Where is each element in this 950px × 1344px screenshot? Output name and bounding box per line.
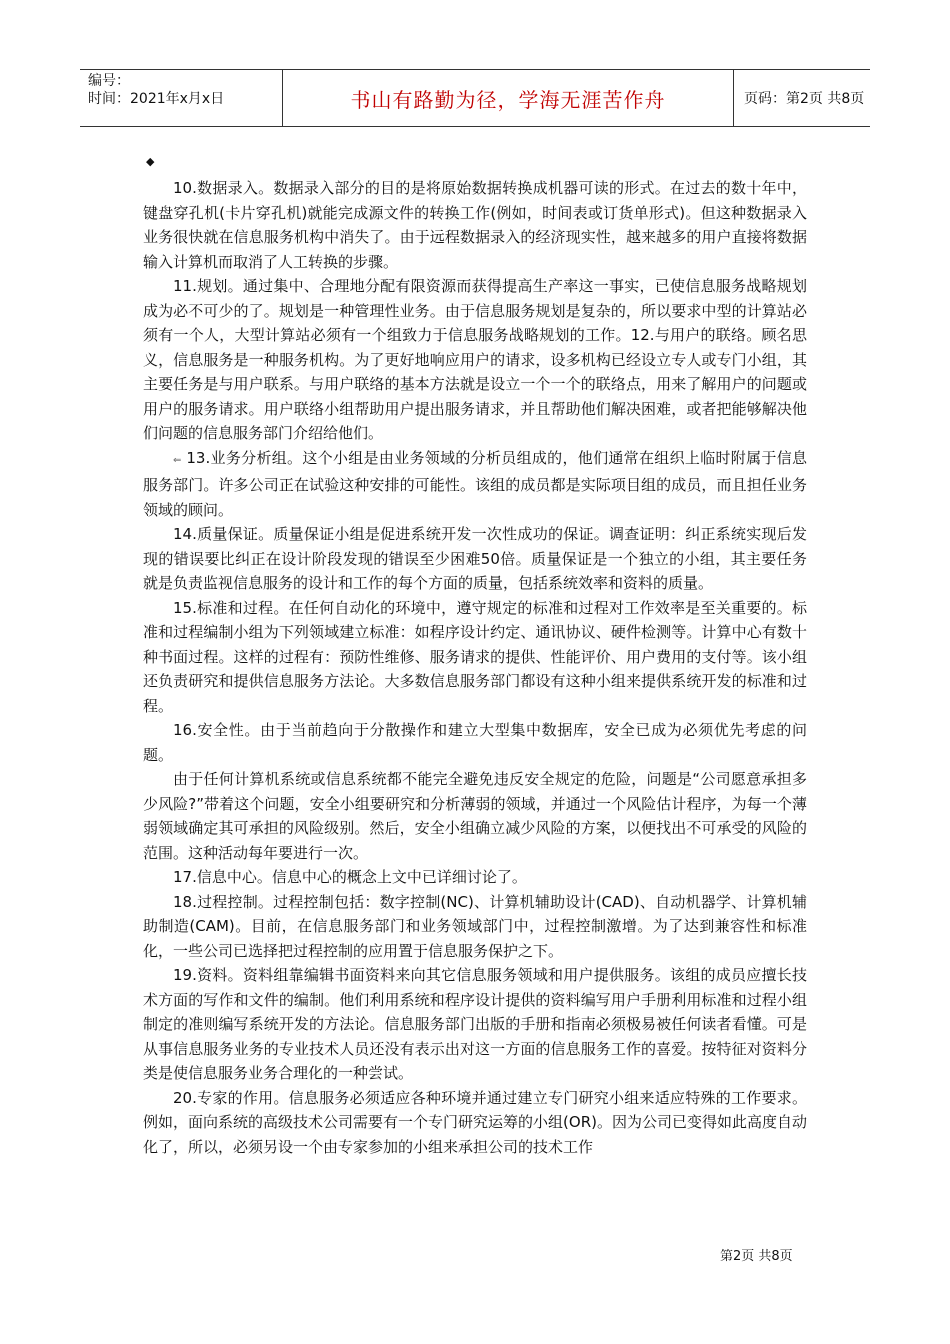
paragraph-text: 15.标准和过程。在任何自动化的环境中，遵守规定的标准和过程对工作效率是至关重要的。标准和过程编制小组为下列领域建立标准：如程序设计约定、通讯协议、硬件检测等。计算中心有数十种书面过程。这样的过程有：预防性维修、服务请求的提供、性能评价、用户费用的支付等。该小组还负责研究和提供信息服务方法论。大多数信息服务部门都设有这种小组来提供系统开发的标准和过程。 (143, 598, 807, 715)
paragraph-16-continued (143, 767, 807, 865)
paragraph-text: 20.专家的作用。信息服务必须适应各种环境并通过建立专门研究小组来适应特殊的工作要求。例如，面向系统的高级技术公司需要有一个专门研究运筹的小组(OR)。因为公司已变得如此高度自动化了，所以，必须另设一个由专家参加的小组来承担公司的技术工作 (143, 1088, 807, 1156)
document-body (143, 176, 807, 1159)
header-meta (80, 70, 283, 126)
paragraph-14 (143, 522, 807, 596)
page-footer: 第2页 共8页 (720, 1249, 793, 1264)
indent-mark-icon: ⇐ (173, 454, 181, 466)
paragraph-text: 14.质量保证。质量保证小组是促进系统开发一次性成功的保证。调查证明：纠正系统实现后发现的错误要比纠正在设计阶段发现的错误至少困难50倍。质量保证是一个独立的小组，其主要任务就是负责监视信息服务的设计和工作的每个方面的质量，包括系统效率和资料的质量。 (143, 525, 807, 592)
paragraph-16 (143, 718, 807, 767)
paragraph-13 (143, 446, 807, 523)
paragraph-19 (143, 963, 807, 1086)
paragraph-11 (143, 274, 807, 446)
paragraph-text: 17.信息中心。信息中心的概念上文中已详细讨论了。 (173, 868, 527, 886)
paragraph-text: 由于任何计算机系统或信息系统都不能完全避免违反安全规定的危险，问题是“公司愿意承担多少风险?”带着这个问题，安全小组要研究和分析薄弱的领域，并通过一个风险估计程序，为每一个薄弱领域确定其可承担的风险级别。然后，安全小组确立减少风险的方案，以便找出不可承受的风险的范围。这种活动每年要进行一次。 (143, 770, 807, 862)
paragraph-17 (143, 865, 807, 890)
paragraph-text: 11.规划。通过集中、合理地分配有限资源而获得提高生产率这一事实，已使信息服务战略规划成为必不可少的了。规划是一种管理性业务。由于信息服务规划是复杂的，所以要求中型的计算站必须有一个人，大型计算站必须有一个组致力于信息服务战略规划的工作。12.与用户的联络。顾名思义，信息服务是一种服务机构。为了更好地响应用户的请求，设多机构已经设立专人或专门小组，其主要任务是与用户联系。与用户联络的基本方法就是设立一个一个的联络点，用来了解用户的问题或用户的服务请求。用户联络小组帮助用户提出服务请求，并且帮助他们解决困难，或者把能够解决他们问题的信息服务部门介绍给他们。 (143, 277, 807, 442)
paragraph-text: 16.安全性。由于当前趋向于分散操作和建立大型集中数据库，安全已成为必须优先考虑的问题。 (143, 721, 807, 764)
document-date-label: 时间：2021年x月x日 (88, 91, 225, 107)
paragraph-text: 10.数据录入。数据录入部分的目的是将原始数据转换成机器可读的形式。在过去的数十年中，键盘穿孔机(卡片穿孔机)就能完成源文件的转换工作(例如，时间表或订货单形式)。但这种数据录入业务很快就在信息服务机构中消失了。由于远程数据录入的经济现实性，越来越多的用户直接将数据输入计算机而取消了人工转换的步骤。 (143, 179, 807, 271)
page-header (80, 69, 870, 127)
document-number-label: 编号： (88, 73, 130, 89)
paragraph-18 (143, 890, 807, 964)
paragraph-text: 13.业务分析组。这个小组是由业务领域的分析员组成的，他们通常在组织上临时附属于信息服务部门。许多公司正在试验这种安排的可能性。该组的成员都是实际项目组的成员，而且担任业务领域的顾问。 (143, 448, 807, 519)
bullet-mark: ◆ (146, 155, 155, 168)
paragraph-20 (143, 1086, 807, 1160)
paragraph-text: 18.过程控制。过程控制包括：数字控制(NC)、计算机辅助设计(CAD)、自动机器学、计算机辅助制造(CAM)。目前，在信息服务部门和业务领域部门中，过程控制激增。为了达到兼容性和标准化，一些公司已选择把过程控制的应用置于信息服务保护之下。 (143, 892, 807, 960)
header-motto: 书山有路勤为径，学海无涯苦作舟 (283, 70, 734, 126)
header-page-number: 页码：第2页 共8页 (744, 91, 865, 107)
paragraph-10 (143, 176, 807, 274)
paragraph-15 (143, 596, 807, 719)
paragraph-text: 19.资料。资料组靠编辑书面资料来向其它信息服务领域和用户提供服务。该组的成员应擅长技术方面的写作和文件的编制。他们利用系统和程序设计提供的资料编写用户手册利用标准和过程小组制定的准则编写系统开发的方法论。信息服务部门出版的手册和指南必须极易被任何读者看懂。可是从事信息服务业务的专业技术人员还没有表示出对这一方面的信息服务工作的喜爱。按特征对资料分类是使信息服务业务合理化的一种尝试。 (143, 966, 807, 1082)
